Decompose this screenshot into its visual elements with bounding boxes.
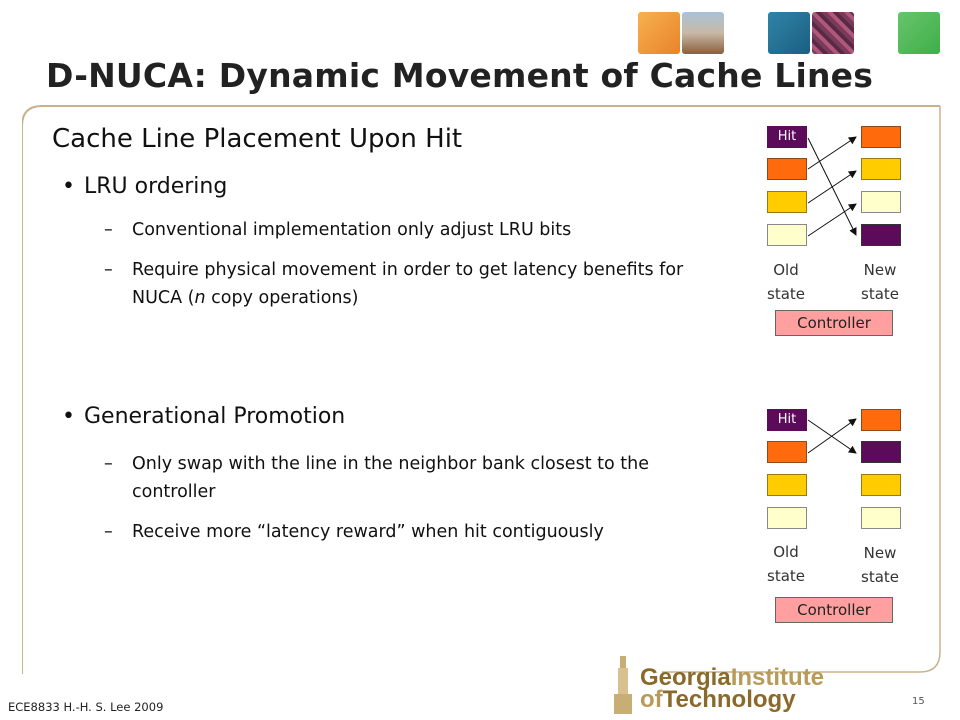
header-photo-square-4: [812, 12, 854, 54]
controller-box: Controller: [775, 310, 893, 336]
tech-tower-icon: [610, 654, 636, 716]
controller-box: Controller: [775, 597, 893, 623]
old-line-yellow: [767, 191, 807, 213]
dash-glyph: –: [104, 220, 113, 240]
dash-glyph: –: [104, 454, 113, 474]
old-state-label: Old state: [767, 543, 805, 585]
dash-glyph: –: [104, 260, 113, 280]
dash-glyph: –: [104, 522, 113, 542]
sub-bullet-text: Only swap with the line in the neighbor bank closest to the controller: [132, 454, 649, 502]
old-line-orange: [767, 441, 807, 463]
logo-word-georgia: Georgia: [640, 664, 731, 691]
new-state-label: New state: [861, 544, 899, 586]
bullet-dot: •: [62, 404, 75, 429]
new-line-purple: [861, 224, 901, 246]
bullet-lru-ordering: [62, 174, 227, 199]
header-photo-square-3: [768, 12, 810, 54]
old-state-label: Old state: [767, 261, 805, 303]
slide-subtitle: Cache Line Placement Upon Hit: [52, 124, 463, 154]
sub-bullet-neighbor-swap: [104, 450, 704, 506]
old-line-yellow: [767, 474, 807, 496]
sub-bullet-physical-movement: [104, 256, 704, 312]
page-number: 15: [912, 696, 925, 707]
slide-title: D-NUCA: Dynamic Movement of Cache Lines: [46, 56, 874, 95]
new-line-yellow: [861, 158, 901, 180]
sub-bullet-text: Receive more “latency reward” when hit contiguously: [132, 522, 604, 542]
header-photo-square-2: [682, 12, 724, 54]
new-line-cream: [861, 191, 901, 213]
logo-word-of: of: [640, 686, 663, 713]
bullet-generational-promotion: [62, 404, 345, 429]
new-line-yellow: [861, 474, 901, 496]
new-line-orange: [861, 409, 901, 431]
new-line-orange: [861, 126, 901, 148]
old-line-orange: [767, 158, 807, 180]
logo-word-institute: Institute: [730, 664, 825, 691]
logo-word-technology: Technology: [662, 686, 796, 713]
sub-bullet-text: Require physical movement in order to get latency benefits for NUCA (n copy operations): [132, 260, 684, 308]
bullet-dot: •: [62, 174, 75, 199]
new-line-cream: [861, 507, 901, 529]
header-photo-square-1: [638, 12, 680, 54]
old-line-hit: Hit: [767, 409, 807, 431]
header-photo-square-5: [898, 12, 940, 54]
footer-credit: ECE8833 H.-H. S. Lee 2009: [8, 700, 164, 714]
new-line-purple: [861, 441, 901, 463]
old-line-cream: [767, 224, 807, 246]
sub-bullet-lru-bits: [104, 216, 704, 244]
old-line-hit: Hit: [767, 126, 807, 148]
bullet-label: Generational Promotion: [84, 404, 346, 429]
sub-bullet-text: Conventional implementation only adjust LRU bits: [132, 220, 572, 240]
old-line-cream: [767, 507, 807, 529]
sub-bullet-latency-reward: [104, 518, 704, 546]
new-state-label: New state: [861, 261, 899, 303]
bullet-label: LRU ordering: [84, 174, 228, 199]
